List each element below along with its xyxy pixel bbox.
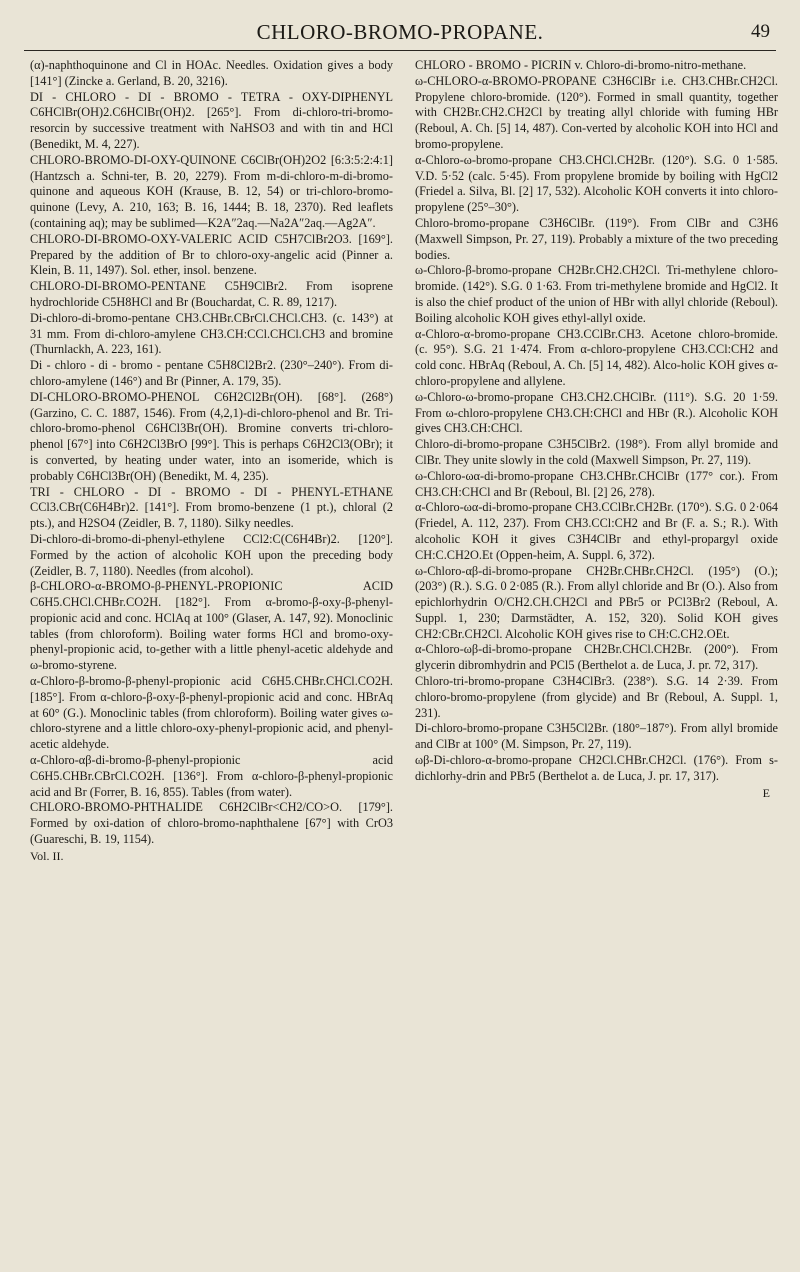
signature-mark: E: [762, 785, 770, 800]
paragraph: ω-CHLORO-α-BROMO-PROPANE C3H6ClBr i.e. CH3.CHBr.CH2Cl. Propylene chloro-bromide. (120°). Formed in small quantity, together with CH2Br.CH2.CH2Cl by treating allyl chloride with fuming HBr (Reboul, A. Ch. [5] 14, 487). Con-verted by alcoholic KOH into HCl and bromo-propylene.: [415, 73, 778, 151]
paragraph: ω-Chloro-ωα-di-bromo-propane CH3.CHBr.CHClBr (177° cor.). From CH3.CH:CHCl and Br (Reboul, Bl. [2] 26, 278).: [415, 468, 778, 499]
paragraph: Di - chloro - di - bromo - pentane C5H8Cl2Br2. (230°–240°). From di-chloro-amylene (146°) and Br (Pinner, A. 179, 35).: [30, 358, 393, 388]
paragraph: α-Chloro-α-bromo-propane CH3.CClBr.CH3. Acetone chloro-bromide. (c. 95°). S.G. 21 1·474. From α-chloro-propylene CH3.CCl:CH2 and cold conc. HBrAq (Reboul, A. Ch. [5] 14, 482). Alco-holic KOH gives α-chloro-propylene and allylene.: [415, 326, 778, 388]
paragraph: DI-CHLORO-BROMO-PHENOL C6H2Cl2Br(OH). [68°]. (268°) (Garzino, C. C. 1887, 1546). From (4,2,1)-di-chloro-phenol and Br. Tri-chloro-bromo-phenol C6HCl3Br(OH). Bromine converts tri-chloro-phenol [67°] into C6H2Cl3BrO [99°]. This is perhaps C6H2Cl3(OBr); it is converted, by heating under water, into an isomeride, which is probably C6HCl3Br(OH) (Benedikt, M. 4, 235).: [30, 389, 393, 483]
paragraph: CHLORO - BROMO - PICRIN v. Chloro-di-bromo-nitro-methane.: [415, 58, 747, 72]
paragraph: ωβ-Di-chloro-α-bromo-propane CH2Cl.CHBr.CH2Cl. (176°). From s-dichlorhy-drin and PBr5 (Berthelot a. de Luca, J. pr. 17, 317).: [415, 753, 778, 783]
paragraph: ω-Chloro-αβ-di-bromo-propane CH2Br.CHBr.CH2Cl. (195°) (O.); (203°) (R.). S.G. 0 2·085 (R.). From allyl chloride and Br (O.). Also from epichlorhydrin O/CH2.CH.CH2Cl and PBr5 or PCl3Br2 (Reboul, A. Suppl. 1, 230; Darmstädter, A. 152, 320). Solid KOH gives CH2:CBr.CH2Cl. Alcoholic KOH gives rise to CH:C.CH2.OEt.: [415, 563, 778, 641]
paragraph: Chloro-di-bromo-propane C3H5ClBr2. (198°). From allyl bromide and ClBr. They unite slowly in the cold (Maxwell Simpson, Pr. 27, 119).: [415, 437, 778, 467]
paragraph: DI - CHLORO - DI - BROMO - TETRA - OXY-DIPHENYL C6HClBr(OH)2.C6HClBr(OH)2. [265°]. From di-chloro-tri-bromo-resorcin by successive treatment with NaHSO3 and with tin and HCl (Benedikt, M. 4, 227).: [30, 89, 393, 151]
paragraph: Di-chloro-di-bromo-pentane CH3.CHBr.CBrCl.CHCl.CH3. (c. 143°) at 31 mm. From di-chloro-amylene CH3.CH:CCl.CHCl.CH3 and bromine (Thurnlackh, A. 223, 161).: [30, 310, 393, 357]
paragraph: Chloro-tri-bromo-propane C3H4ClBr3. (238°). S.G. 14 2·39. From chloro-bromo-propylene (from glycide) and Br (Reboul, A. Suppl. 1, 231).: [415, 674, 778, 720]
page-number: 49: [751, 21, 770, 42]
paragraph: α-Chloro-β-bromo-β-phenyl-propionic acid C6H5.CHBr.CHCl.CO2H. [185°]. From α-chloro-β-oxy-β-phenyl-propionic acid and conc. HBrAq at 60° (G.). Monoclinic tables (from chloroform). Boiling water gives ω-chloro-styrene and a little chloro-oxy-phenyl-propionic acid, and phenyl-acetic aldehyde.: [30, 674, 393, 752]
paragraph: α-Chloro-αβ-di-bromo-β-phenyl-propionic acid C6H5.CHBr.CBrCl.CO2H. [136°]. From α-chloro-β-phenyl-propionic acid and Br (Forrer, B. 16, 855). Tables (from water).: [30, 753, 393, 799]
paragraph: Di-chloro-di-bromo-di-phenyl-ethylene CCl2:C(C6H4Br)2. [120°]. Formed by the action of alcoholic KOH upon the preceding body (Zeidler, B. 7, 1180). Needles (from alcohol).: [30, 531, 393, 578]
text-columns: [30, 58, 778, 1264]
paragraph: TRI - CHLORO - DI - BROMO - DI - PHENYL-ETHANE CCl3.CBr(C6H4Br)2. [141°]. From bromo-benzene (1 pt.), chloral (2 pts.), and H2SO4 (Zeidler, B. 7, 1180). Silky needles.: [30, 484, 393, 531]
left-column: [30, 58, 393, 1264]
page-header: [24, 16, 776, 51]
paragraph: CHLORO-DI-BROMO-PENTANE C5H9ClBr2. From isoprene hydrochloride C5H8HCl and Br (Bouchardat, C. R. 89, 1217).: [30, 279, 393, 309]
paragraph: Di-chloro-bromo-propane C3H5Cl2Br. (180°–187°). From allyl bromide and ClBr at 100° (M. Simpson, Pr. 27, 119).: [415, 721, 778, 752]
paragraph: CHLORO-BROMO-PHTHALIDE C6H2ClBr<CH2/CO>O. [179°]. Formed by oxi-dation of chloro-bromo-naphthalene [67°] with CrO3 (Guareschi, B. 19, 1154).: [30, 800, 393, 847]
paragraph: (α)-naphthoquinone and Cl in HOAc. Needles. Oxidation gives a body [141°] (Zincke a. Gerland, B. 20, 3216).: [30, 58, 393, 88]
paragraph: ω-Chloro-β-bromo-propane CH2Br.CH2.CH2Cl. Tri-methylene chloro-bromide. (142°). S.G. 0 1·63. From tri-methylene bromide and HgCl2. It is also the chief product of the union of HBr with allyl chloride (Reboul). Boiling alcoholic KOH gives ethyl-allyl oxide.: [415, 263, 778, 325]
paragraph: Chloro-bromo-propane C3H6ClBr. (119°). From ClBr and C3H6 (Maxwell Simpson, Pr. 27, 119). Probably a mixture of the two preceding bodies.: [415, 215, 778, 262]
paragraph: CHLORO-BROMO-DI-OXY-QUINONE C6ClBr(OH)2O2 [6:3:5:2:4:1] (Hantzsch a. Schni-ter, B. 20, 2279). From m-di-chloro-m-di-bromo-quinone and aqueous KOH (Krause, B. 12, 54) or tri-chloro-bromo-quinone (Levy, A. 210, 163; B. 16, 1444; B. 18, 2370). Red leaflets (containing aq); may be sublimed—K2A″2aq.—Na2A″2aq.—Ag2A″.: [30, 152, 393, 230]
paragraph: α-Chloro-ω-bromo-propane CH3.CHCl.CH2Br. (120°). S.G. 0 1·585. V.D. 5·52 (calc. 5·45). From propylene bromide by boiling with HgCl2 (Friedel a. Silva, Bl. [2] 17, 532). Alcoholic KOH converts it into chloro-propylene (25°–30°).: [415, 152, 778, 215]
paragraph: ω-Chloro-ω-bromo-propane CH3.CH2.CHClBr. (111°). S.G. 20 1·59. From ω-chloro-propylene CH3.CH:CHCl and HBr (R.). Alcoholic KOH gives CH3.CH:CHCl.: [415, 389, 778, 436]
volume-signature: Vol. II.: [30, 848, 64, 863]
paragraph: α-Chloro-ωα-di-bromo-propane CH3.CClBr.CH2Br. (170°). S.G. 0 2·064 (Friedel, A. 112, 237). From CH3.CCl:CH2 and Br (F. a. S.; R.). With alcoholic KOH it gives C3H4ClBr and ethyl-propargyl oxide CH:C.CH2O.Et (Oppen-heim, A. Suppl. 6, 372).: [415, 500, 778, 562]
right-column: [415, 58, 778, 1264]
paragraph: α-Chloro-ωβ-di-bromo-propane CH2Br.CHCl.CH2Br. (200°). From glycerin dibromhydrin and PCl5 (Berthelot a. de Luca, J. pr. 72, 317).: [415, 642, 778, 673]
paragraph: CHLORO-DI-BROMO-OXY-VALERIC ACID C5H7ClBr2O3. [169°]. Prepared by the addition of Br to chloro-oxy-angelic acid (Pinner a. Klein, B. 11, 1497). Sol. ether, insol. benzene.: [30, 231, 393, 278]
paragraph: β-CHLORO-α-BROMO-β-PHENYL-PROPIONIC ACID C6H5.CHCl.CHBr.CO2H. [182°]. From α-bromo-β-oxy-β-phenyl-propionic acid and conc. HClAq at 100° (Glaser, A. 147, 92). Monoclinic tables (from chloroform). Boiling water forms HCl and bromo-oxy-phenyl-propionic acid, to-gether with a little phenyl-acetic aldehyde and ω-bromo-styrene.: [30, 579, 393, 673]
running-head: CHLORO-BROMO-PROPANE.: [256, 20, 544, 44]
